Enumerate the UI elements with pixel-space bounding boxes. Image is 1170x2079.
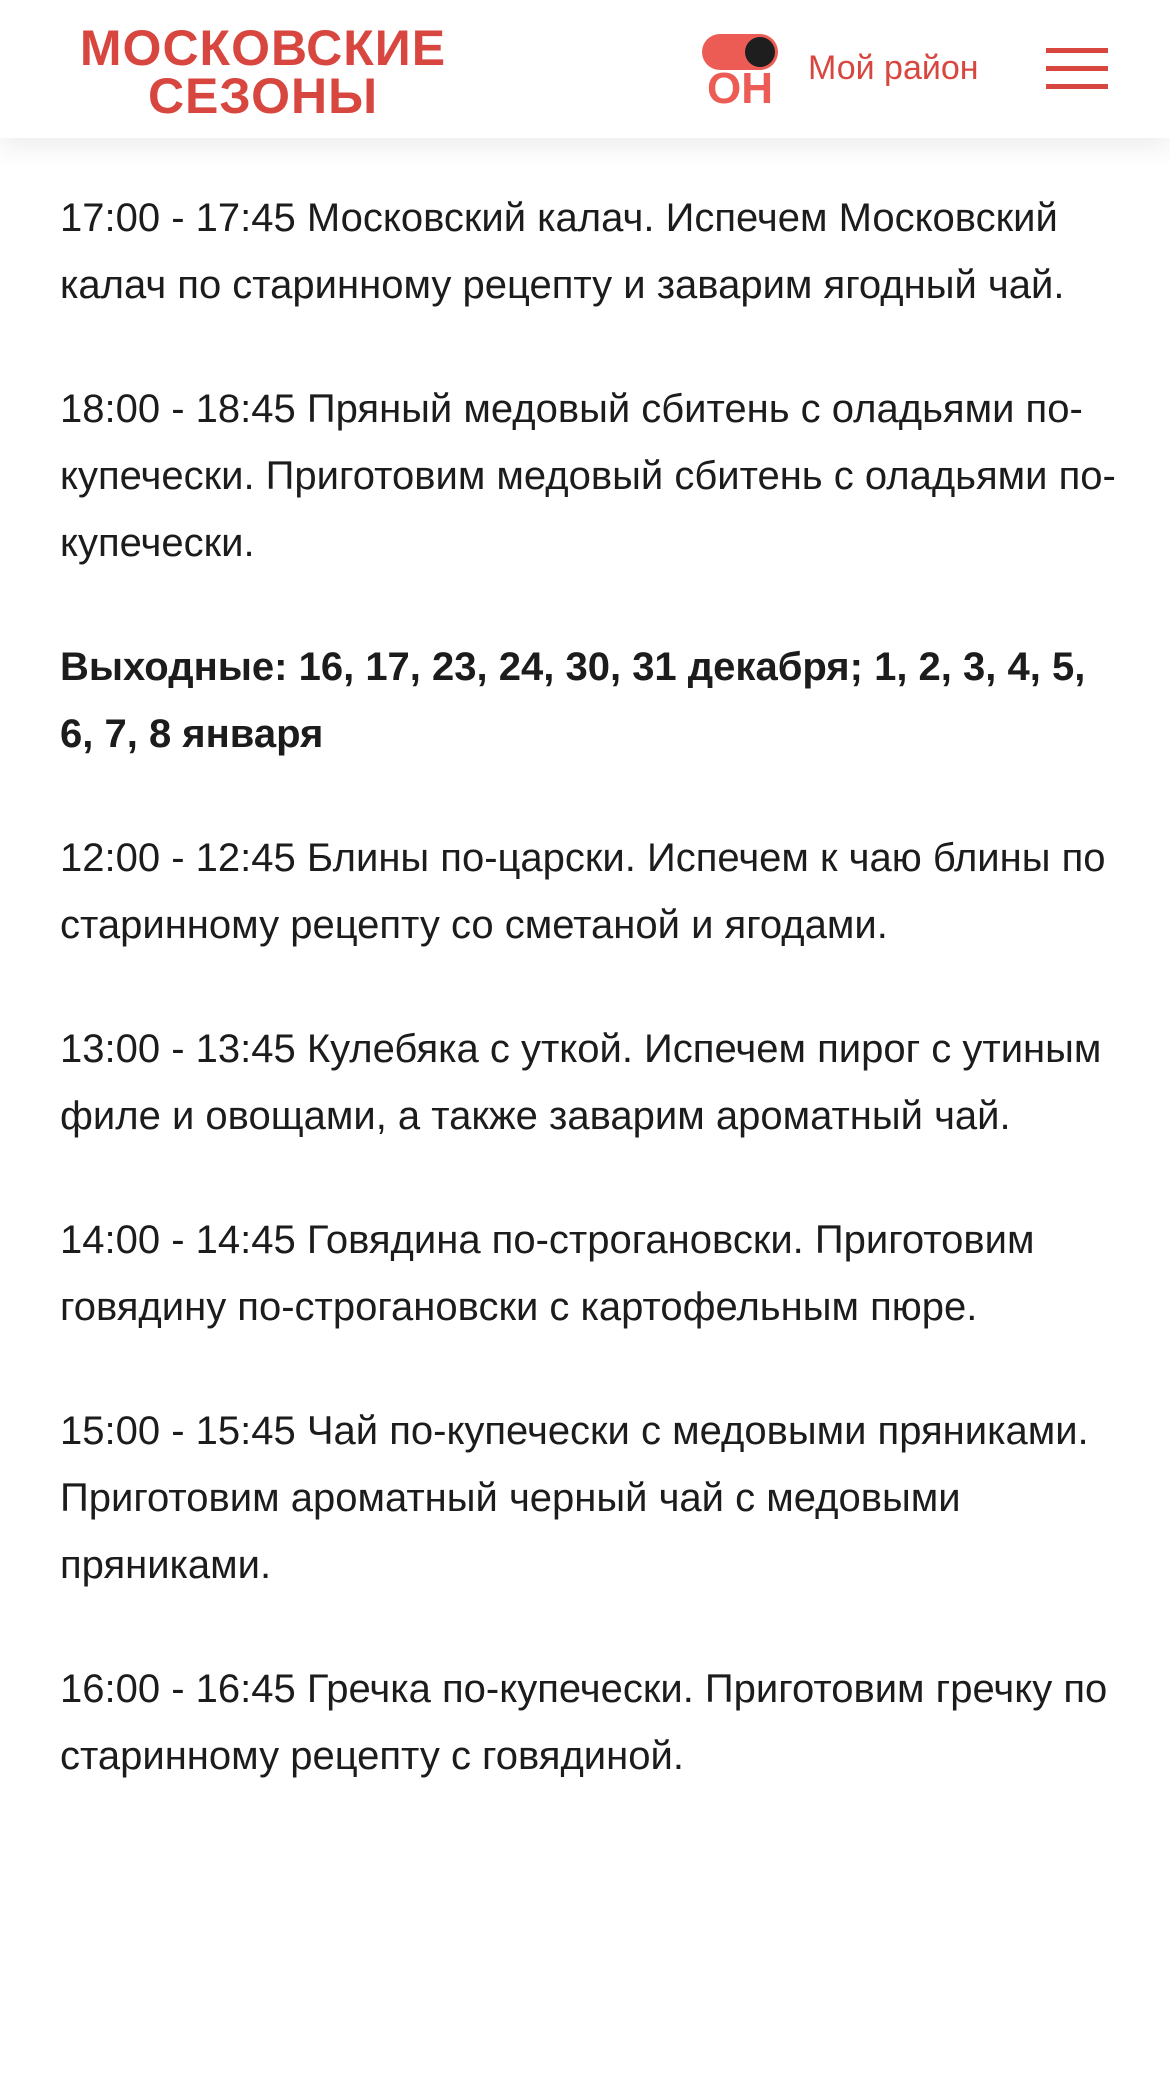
hamburger-menu-icon[interactable] [1046,48,1108,94]
schedule-item-sbiten: 18:00 - 18:45 Пряный медовый сбитень с оладьями по-купечески. Приготовим медовый сбитень с оладьями по-купечески. [60,387,1116,565]
weekend-dates-heading: Выходные: 16, 17, 23, 24, 30, 31 декабря; 1, 2, 3, 4, 5, 6, 7, 8 января [60,645,1086,756]
schedule-item-bliny: 12:00 - 12:45 Блины по-царски. Испечем к чаю блины по старинному рецепту со сметаной и ягодами. [60,836,1106,947]
schedule-item-stroganoff: 14:00 - 14:45 Говядина по-строгановски. Приготовим говядину по-строгановски с картофельным пюре. [60,1218,1035,1329]
toggle-label[interactable]: ОН [707,64,773,113]
schedule-item-kulebyaka: 13:00 - 13:45 Кулебяка с уткой. Испечем пирог с утиным филе и овощами, а также заварим ароматный чай. [60,1027,1102,1138]
logo-line-1: МОСКОВСКИЕ [79,20,447,76]
site-header [0,0,1170,138]
menu-bar-3 [1046,84,1108,89]
schedule-item-tea: 15:00 - 15:45 Чай по-купечески с медовыми пряниками. Приготовим ароматный черный чай с медовыми пряниками. [60,1409,1089,1587]
site-logo[interactable] [62,20,464,124]
logo-line-2: СЕЗОНЫ [147,68,379,124]
schedule-item-kalach: 17:00 - 17:45 Московский калач. Испечем Московский калач по старинному рецепту и заварим ягодный чай. [60,196,1065,307]
schedule-content [60,185,1120,1847]
toggle-knob [745,37,775,67]
menu-bar-1 [1046,48,1108,53]
schedule-item-grechka: 16:00 - 16:45 Гречка по-купечески. Приготовим гречку по старинному рецепту с говядиной. [60,1667,1108,1778]
menu-bar-2 [1046,66,1108,71]
my-district-link[interactable]: Мой район [808,49,979,87]
